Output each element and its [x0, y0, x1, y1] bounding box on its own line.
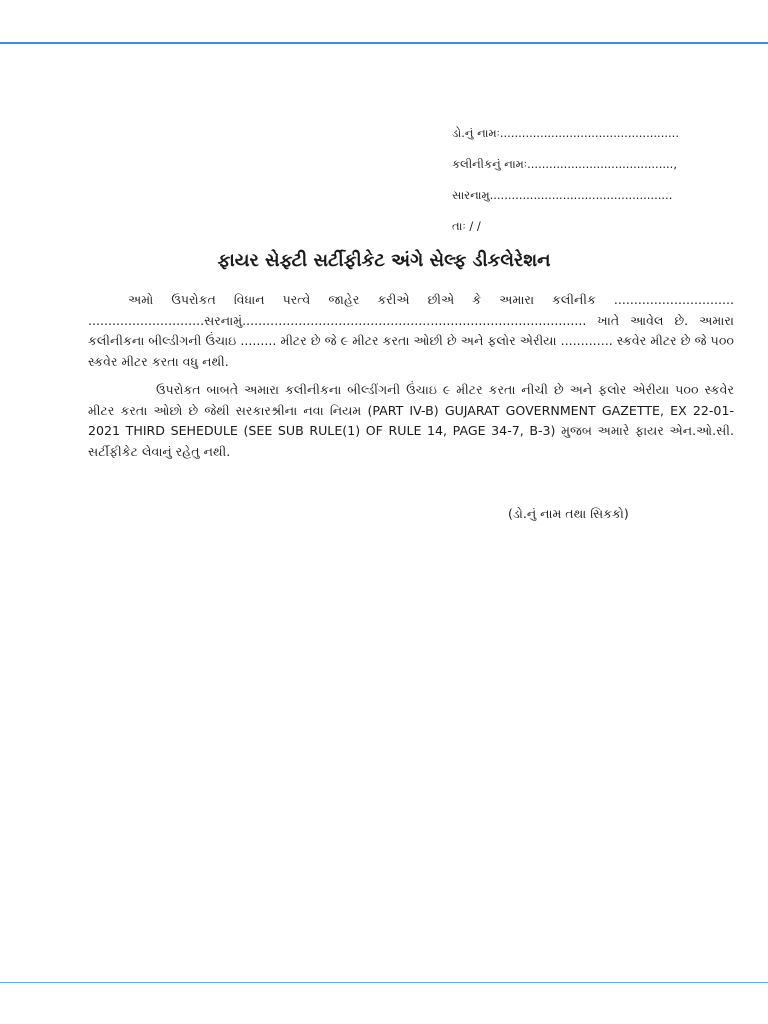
address-field: સારનામુ..................................................	[452, 188, 673, 202]
declaration-paragraph-2: ઉપરોકત બાબતે અમારા કલીનીકના બીલ્ડીંગની ઉંચાઇ ૯ મીટર કરતા નીચી છે અને ફલોર એરીયા ૫૦૦ સ્કવેર મીટર કરતા ઓછો છે જેથી સરકારશ્રીના નવા નિયમ (PART IV-B) GUJARAT GOVERNMENT GAZETTE, EX 22-01-2021 THIRD SEHEDULE (SEE SUB RULE(1) OF RULE 14, PAGE 34-7, B-3) મુજબ અમારે ફાયર એન.ઓ.સી. સર્ટીફીકેટ લેવાનું રહેતુ નથી.	[88, 382, 734, 459]
bottom-divider	[0, 982, 768, 983]
declaration-paragraph-1: અમો ઉપરોકત વિધાન પરત્વે જાહેર કરીએ છીએ કે અમારા કલીનીક .............................. .............................સરનામું...................................................................................... ખાતે આવેલ છે. અમારા કલીનીકના બીલ્ડીગની ઉંચાઇ ......... મીટર છે જે ૯ મીટર કરતા ઓછી છે અને ફલોર એરીયા ............. સ્કવેર મીટર છે જે ૫૦૦ સ્કવેર મીટર કરતા વધુ નથી.	[88, 292, 734, 369]
date-field: તાઃ / /	[452, 219, 481, 233]
document-title: ફાયર સેફ્ટી સર્ટીફીકેટ અંગે સેલ્ફ ડીકલેરેશન	[217, 250, 551, 271]
header-fields	[452, 126, 752, 250]
top-divider	[0, 42, 768, 44]
clinic-name-field: કલીનીકનું નામઃ........................................,	[452, 157, 677, 171]
signature-line: (ડો.નું નામ તથા સિકકો)	[508, 506, 629, 521]
doctor-name-field: ડો.નું નામઃ.................................................	[452, 126, 679, 140]
